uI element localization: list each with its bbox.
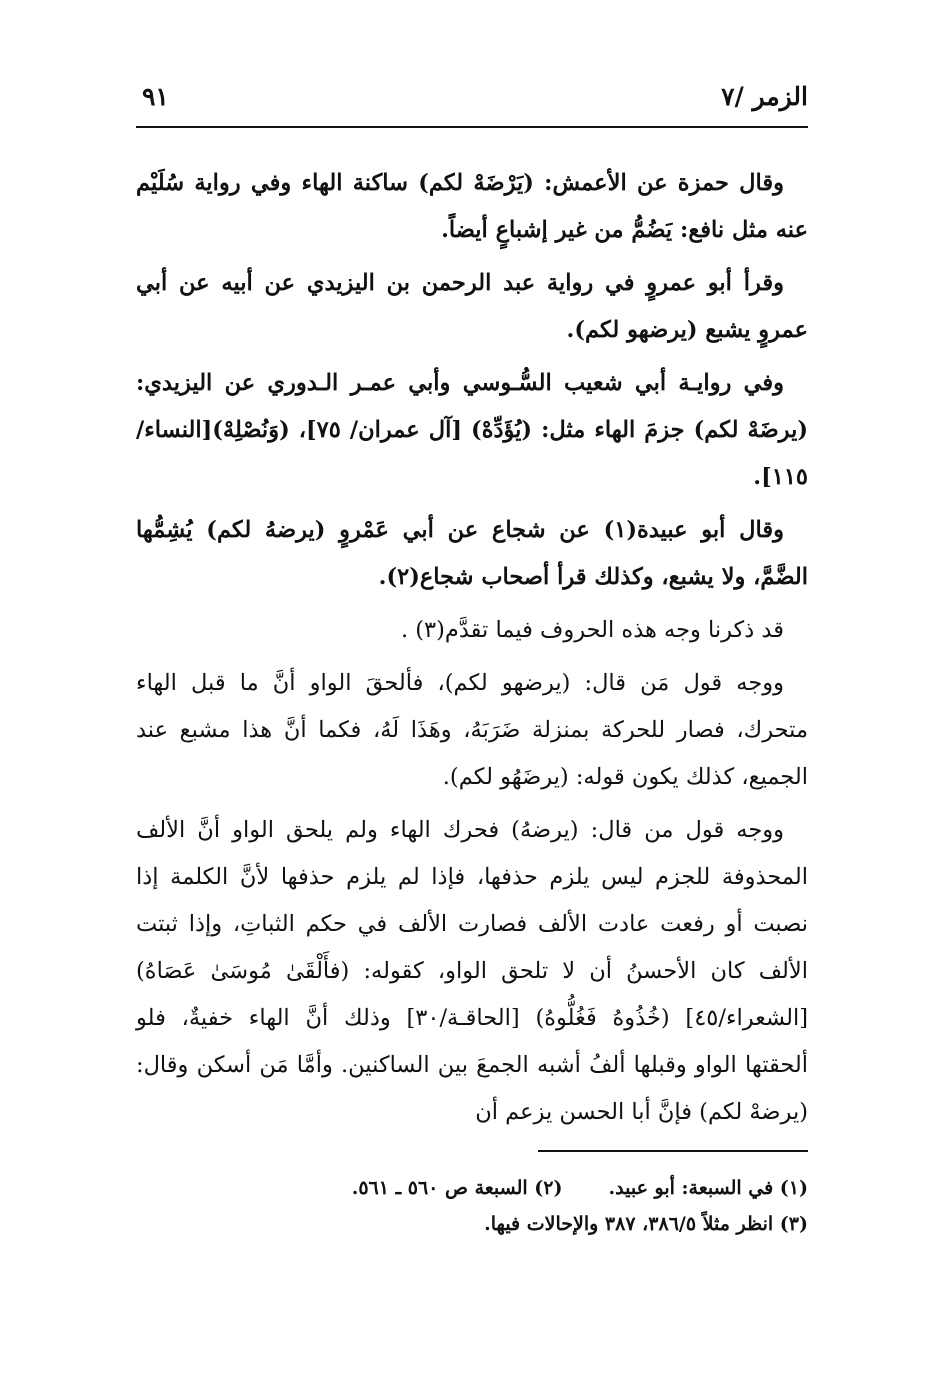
paragraph-yardahu-damm: ووجه قول من قال: (يرضهُ) فحرك الهاء ولم يلحق الواو أنَّ الألف المحذوفة للجزم ليس يلزم حذفها، فإذا لم يلزم حذفها لأنَّ الكلمة إذا نصبت أو رفعت عادت الألف فصارت الألف في حكم الثباتِ، وإذا ثبتت الألف كان الأحسنُ أن لا تلحق الواو، كقوله: (فأَلْقَىٰ مُوسَىٰ عَصَاهُ) [الشعراء/٤٥] (خُذُوهُ فَغُلُّوهُ) [الحاقـة/٣٠] وذلك أنَّ الهاء خفيةٌ، فلو ألحقتها الواو وقبلها ألفُ أشبه الجمعَ بين الساكنين. وأمَّا مَن أسكن وقال: (يرضهْ لكم) فإنَّ أبا الحسن يزعم أن — [136, 817, 808, 1125]
footnote-rule — [538, 1150, 808, 1152]
paragraph-hamza: وقال حمزة عن الأعمش: (يَرْضَهْ لكم) ساكنة الهاء وفي رواية سُلَيْم عنه مثل نافع: يَضُمُّ من غير إشباعٍ أيضاً. — [136, 170, 808, 243]
paragraph-susi-duri: وفي روايـة أبي شعيب السُّـوسي وأبي عمـر الـدوري عن اليزيدي: (يرضَهْ لكم) جزمَ الهاء مثل: (يُؤَدِّهْ) [آل عمران/ ٧٥]، (وَنُصْلِهْ)[النساء/١١٥]. — [136, 370, 809, 490]
paragraph-abu-amr: وقرأ أبو عمروٍ في رواية عبد الرحمن بن اليزيدي عن أبيه عن أبي عمروٍ يشبع (يرضهو لكم). — [136, 270, 808, 343]
footnote-row — [136, 1170, 808, 1206]
footnotes — [136, 1170, 808, 1242]
page-number: ٩١ — [142, 82, 169, 111]
header-rule — [136, 126, 808, 128]
footnote-1: (١) في السبعة: أبو عبيد. — [608, 1177, 808, 1199]
page-header — [136, 82, 808, 118]
paragraph-previous-mention: قد ذكرنا وجه هذه الحروف فيما تقدَّم(٣) . — [400, 617, 784, 643]
paragraph-yardahu-wajh: ووجه قول مَن قال: (يرضهو لكم)، فألحقَ الواو أنَّ ما قبل الهاء متحرك، فصار للحركة بمنزلة ضَرَبَهُ، وهَذَا لَهُ، فكما أنَّ هذا مشبع عند الجميع، كذلك يكون قوله: (يرضَهُو لكم). — [136, 670, 808, 790]
running-title: الزمر /٧ — [721, 82, 808, 111]
footnote-3: (٣) انظر مثلاً ٣٨٦/٥، ٣٨٧ والإحالات فيها. — [484, 1213, 808, 1235]
main-text — [136, 160, 808, 1142]
paragraph-abu-ubayda: وقال أبو عبيدة(١) عن شجاع عن أبي عَمْروٍ (يرضهُ لكم) يُشِمُّها الضَّمَّ، ولا يشبع، وكذلك قرأ أصحاب شجاع(٢). — [136, 517, 808, 590]
footnote-2: (٢) السبعة ص ٥٦٠ ـ ٥٦١. — [351, 1177, 563, 1199]
footnote-row — [136, 1206, 808, 1242]
